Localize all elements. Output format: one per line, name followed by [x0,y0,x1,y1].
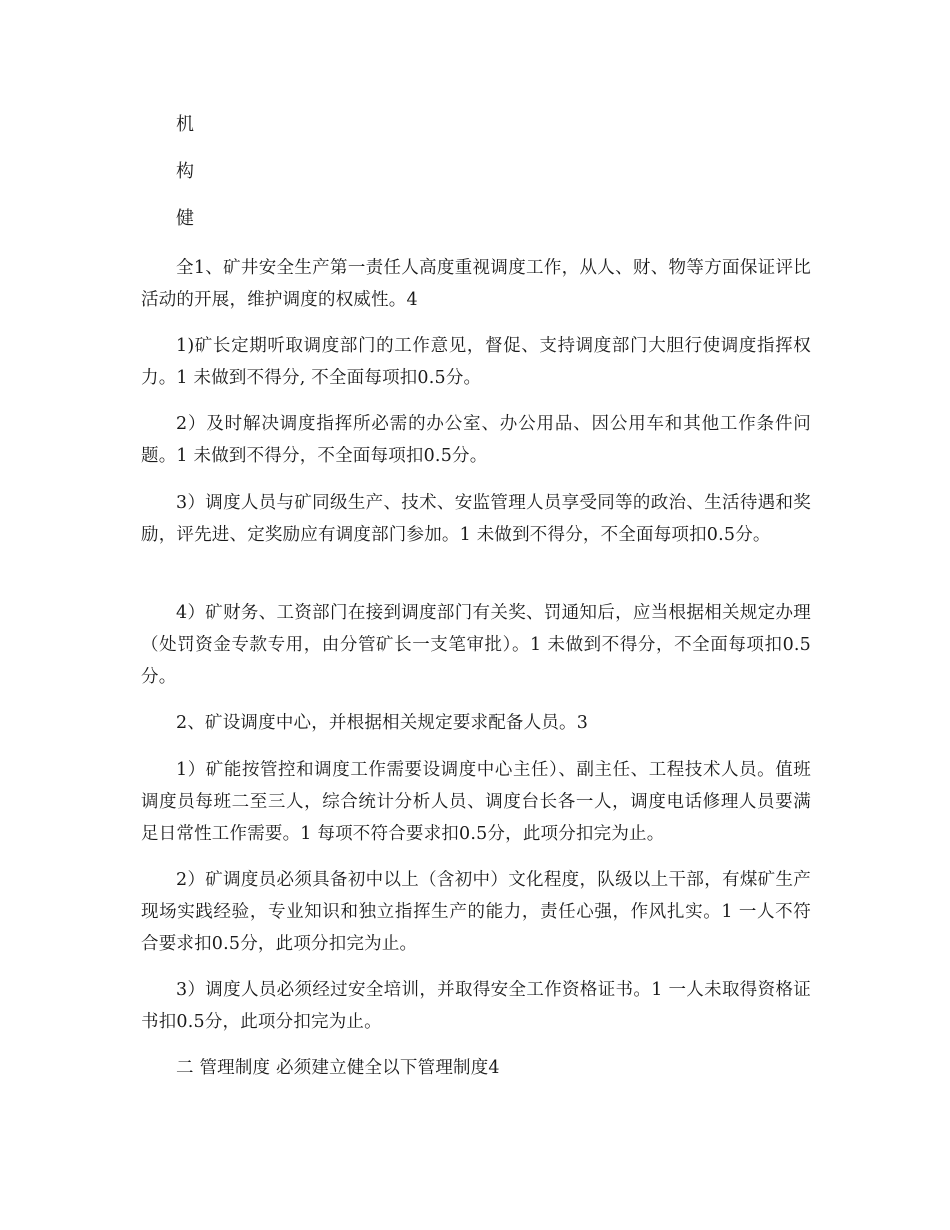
vertical-heading-char-2: 构 [176,161,194,182]
paragraph-item-2: 2、矿设调度中心，并根据相关规定要求配备人员。3 [176,713,589,733]
paragraph-item-2-3: 3）调度人员必须经过安全培训，并取得安全工作资格证书。1 一人未取得资格证书扣0.5分，此项分扣完为止。 [141,980,811,1032]
paragraph-item-1-3: 3）调度人员与矿同级生产、技术、安监管理人员享受同等的政治、生活待遇和奖励，评先进、定奖励应有调度部门参加。1 未做到不得分，不全面每项扣0.5分。 [141,493,811,545]
section-heading-management: 二 管理制度 必须建立健全以下管理制度4 [176,1058,500,1078]
paragraph-item-1-2: 2）及时解决调度指挥所必需的办公室、办公用品、因公用车和其他工作条件问题。1 未做到不得分，不全面每项扣0.5分。 [141,414,811,466]
vertical-heading-char-3: 健 [176,208,194,229]
paragraph-item-2-1: 1）矿能按管控和调度工作需要设调度中心主任）、副主任、工程技术人员。值班调度员每班二至三人，综合统计分析人员、调度台长各一人，调度电话修理人员要满足日常性工作需要。1 每项不符合要求扣0.5分，此项分扣完为止。 [141,760,811,844]
paragraph-item-2-2: 2）矿调度员必须具备初中以上（含初中）文化程度，队级以上干部，有煤矿生产现场实践经验，专业知识和独立指挥生产的能力，责任心强，作风扎实。1 一人不符合要求扣0.5分，此项分扣完为止。 [141,870,811,954]
paragraph-item-1-4: 4）矿财务、工资部门在接到调度部门有关奖、罚通知后，应当根据相关规定办理（处罚资金专款专用，由分管矿长一支笔审批）。1 未做到不得分，不全面每项扣0.5分。 [141,603,811,687]
paragraph-item-1-1: 1)矿长定期听取调度部门的工作意见，督促、支持调度部门大胆行使调度指挥权力。1 未做到不得分, 不全面每项扣0.5分。 [141,336,811,388]
paragraph-item-1: 全1、矿井安全生产第一责任人高度重视调度工作，从人、财、物等方面保证评比活动的开展，维护调度的权威性。4 [141,258,811,310]
vertical-heading-char-1: 机 [176,114,194,135]
